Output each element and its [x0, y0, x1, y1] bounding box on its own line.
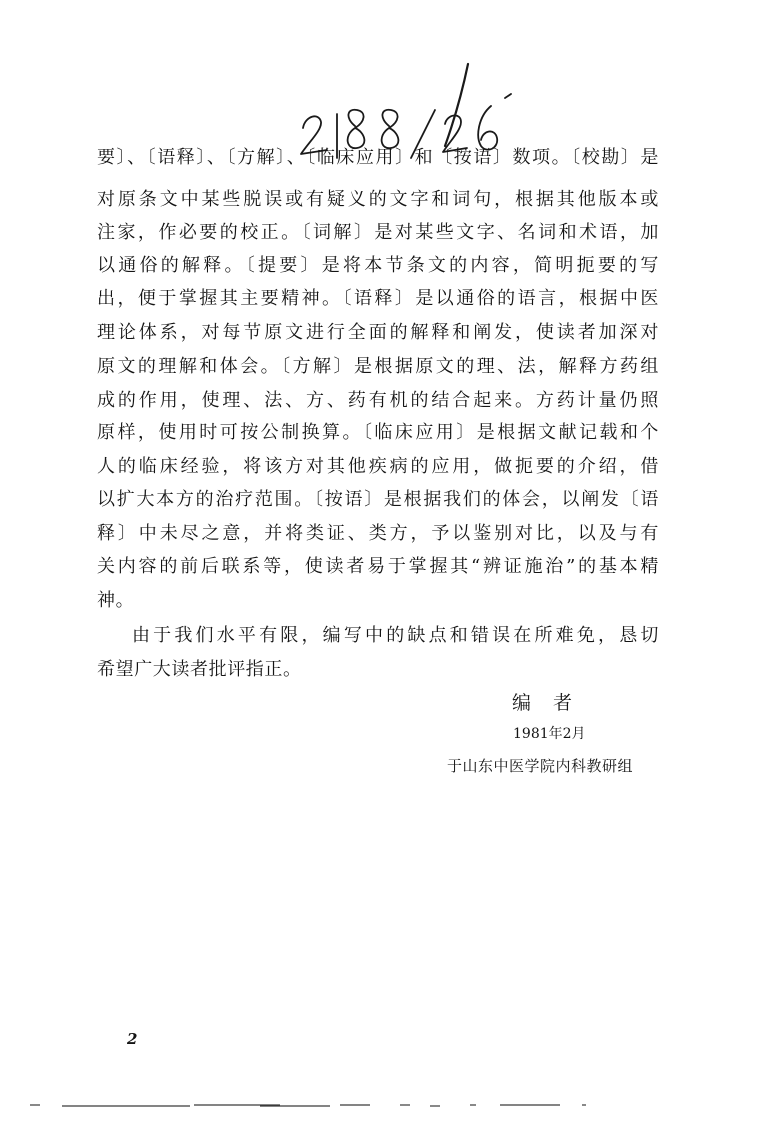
body-line: 神。	[97, 590, 135, 611]
closing-line: 希望广大读者批评指正。	[97, 659, 302, 680]
body-line: 注家，作必要的校正。〔词解〕是对某些文字、名词和术语，加	[97, 222, 659, 243]
body-line: 对原条文中某些脱误或有疑义的文字和词句，根据其他版本或	[97, 189, 659, 210]
page-number: 2	[127, 1030, 138, 1048]
scan-edge-artifact	[30, 1096, 590, 1110]
body-line: 以通俗的解释。〔提要〕是将本节条文的内容，简明扼要的写	[97, 255, 659, 276]
signature-author: 编者	[512, 692, 595, 714]
body-line: 释〕中未尽之意，并将类证、类方，予以鉴别对比，以及与有	[97, 523, 659, 544]
signature-date: 1981年2月	[513, 726, 586, 742]
closing-line: 由于我们水平有限，编写中的缺点和错误在所难免，恳切	[132, 625, 659, 646]
body-line: 原样，使用时可按公制换算。〔临床应用〕是根据文献记载和个	[97, 422, 659, 443]
body-line: 关内容的前后联系等，使读者易于掌握其“辨证施治”的基本精	[97, 556, 659, 577]
body-line: 要〕、〔语释〕、〔方解〕、〔临床应用〕和〔按语〕数项。〔校勘〕是	[97, 147, 659, 168]
body-line: 原文的理解和体会。〔方解〕是根据原文的理、法，解释方药组	[97, 356, 659, 377]
body-line: 出，便于掌握其主要精神。〔语释〕是以通俗的语言，根据中医	[97, 288, 659, 309]
signature-organization: 于山东中医学院内科教研组	[447, 757, 634, 775]
body-line: 理论体系，对每节原文进行全面的解释和阐发，使读者加深对	[97, 322, 659, 343]
body-line: 以扩大本方的治疗范围。〔按语〕是根据我们的体会，以阐发〔语	[97, 489, 659, 510]
body-line: 人的临床经验，将该方对其他疾病的应用，做扼要的介绍，借	[97, 456, 659, 477]
body-line: 成的作用，使理、法、方、药有机的结合起来。方药计量仍照	[97, 390, 659, 411]
